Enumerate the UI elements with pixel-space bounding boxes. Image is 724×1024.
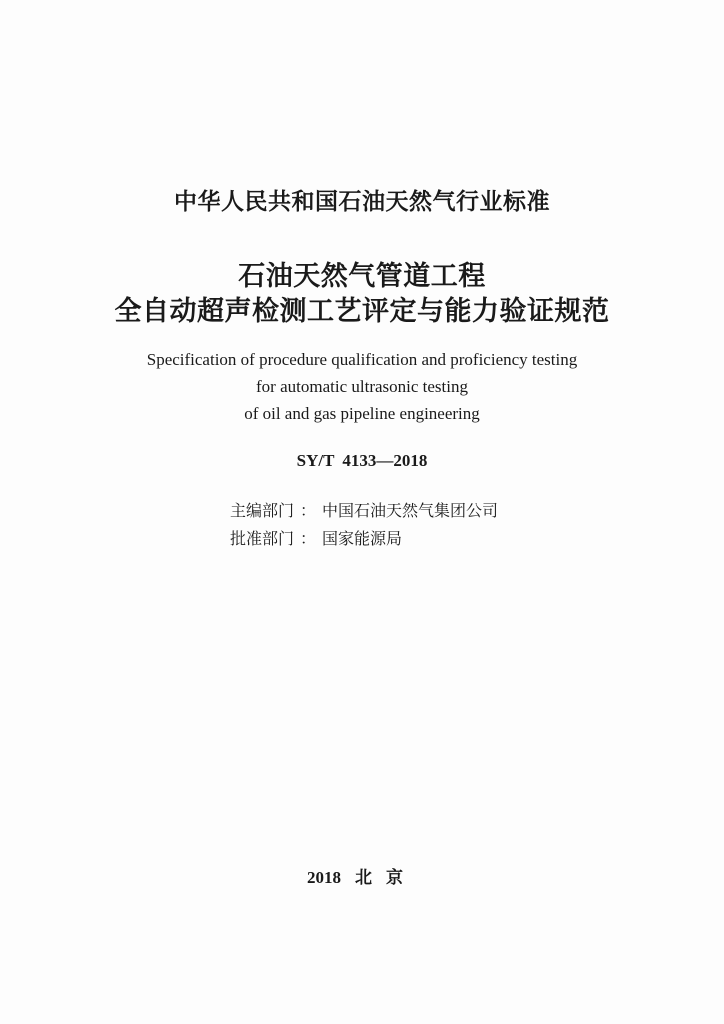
imprint — [0, 863, 724, 888]
authority-value: 国家能源局 — [322, 529, 403, 548]
imprint-city: 北京 — [355, 868, 417, 888]
standard-number: SY/T 4133—2018 — [296, 451, 428, 470]
authority-label: 主编部门 — [230, 501, 295, 520]
authority-separator: ： — [300, 501, 317, 520]
title-en-line-1: Specification of procedure qualification and proficiency testing — [146, 350, 578, 369]
authority-editor — [230, 498, 498, 521]
standard-category: 中华人民共和国石油天然气行业标准 — [174, 189, 550, 215]
authority-approver — [230, 526, 402, 549]
authority-value: 中国石油天然气集团公司 — [322, 501, 499, 520]
title-en-line-2: for automatic ultrasonic testing — [256, 377, 468, 396]
authority-separator: ： — [300, 529, 317, 548]
authority-label: 批准部门 — [230, 529, 295, 548]
imprint-year: 2018 — [307, 868, 341, 887]
title-zh-line-1: 石油天然气管道工程 — [238, 261, 486, 292]
title-zh-line-2: 全自动超声检测工艺评定与能力验证规范 — [114, 296, 610, 327]
title-en-line-3: of oil and gas pipeline engineering — [244, 404, 480, 423]
